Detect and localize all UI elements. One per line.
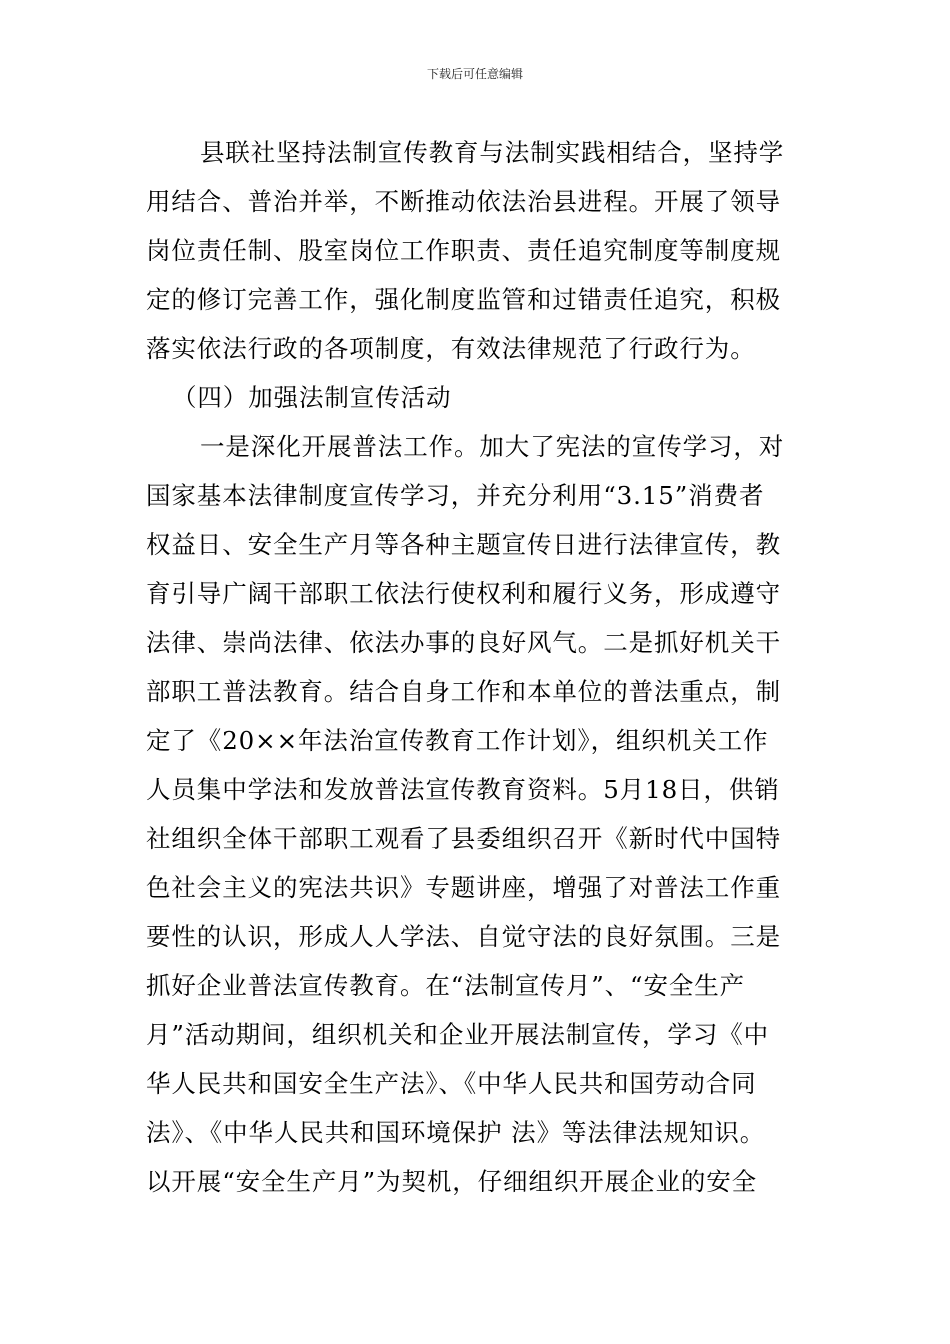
paragraph-line: 月”活动期间，组织机关和企业开展法制宣传，学习《中	[146, 1020, 770, 1049]
paragraph-line: 落实依法行政的各项制度，有效法律规范了行政行为。	[146, 334, 756, 363]
page-header: 下载后可任意编辑	[426, 67, 523, 81]
document-body	[146, 128, 810, 1206]
paragraph-line: 育引导广阔干部职工依法行使权利和履行义务，形成遵守	[146, 579, 781, 608]
paragraph-line: 定的修订完善工作，强化制度监管和过错责任追究，积极	[146, 285, 781, 314]
section-heading: （四）加强法制宣传活动	[172, 383, 452, 412]
paragraph-line: 用结合、普治并举，不断推动依法治县进程。开展了领导	[146, 187, 781, 216]
paragraph-line: 华人民共和国安全生产法》、《中华人民共和国劳动合同	[146, 1069, 757, 1098]
paragraph-line: 要性的认识，形成人人学法、自觉守法的良好氛围。三是	[146, 922, 781, 951]
paragraph-line: 县联社坚持法制宣传教育与法制实践相结合，坚持学	[200, 138, 785, 167]
paragraph-line: 一是深化开展普法工作。加大了宪法的宣传学习，对	[200, 432, 785, 461]
paragraph-line: 定了《20××年法治宣传教育工作计划》，组织机关工作	[146, 726, 769, 755]
paragraph-line: 法》、《中华人民共和国环境保护 法》等法律法规知识。	[146, 1118, 766, 1147]
paragraph-line: 色社会主义的宪法共识》专题讲座，增强了对普法工作重	[146, 873, 781, 902]
paragraph-line: 以开展“安全生产月”为契机，仔细组织开展企业的安全	[146, 1167, 758, 1196]
paragraph-line: 抓好企业普法宣传教育。在“法制宣传月”、“安全生产	[146, 971, 746, 1000]
paragraph-line: 权益日、安全生产月等各种主题宣传日进行法律宣传，教	[146, 530, 781, 559]
paragraph-line: 人员集中学法和发放普法宣传教育资料。5月18日，供销	[146, 775, 780, 804]
paragraph-line: 岗位责任制、股室岗位工作职责、责任追究制度等制度规	[146, 236, 781, 265]
paragraph-line: 国家基本法律制度宣传学习，并充分利用“3.15”消费者	[146, 481, 765, 510]
paragraph-line: 法律、崇尚法律、依法办事的良好风气。二是抓好机关干	[146, 628, 781, 657]
paragraph-line: 部职工普法教育。结合自身工作和本单位的普法重点，制	[146, 677, 781, 706]
paragraph-line: 社组织全体干部职工观看了县委组织召开《新时代中国特	[146, 824, 781, 853]
